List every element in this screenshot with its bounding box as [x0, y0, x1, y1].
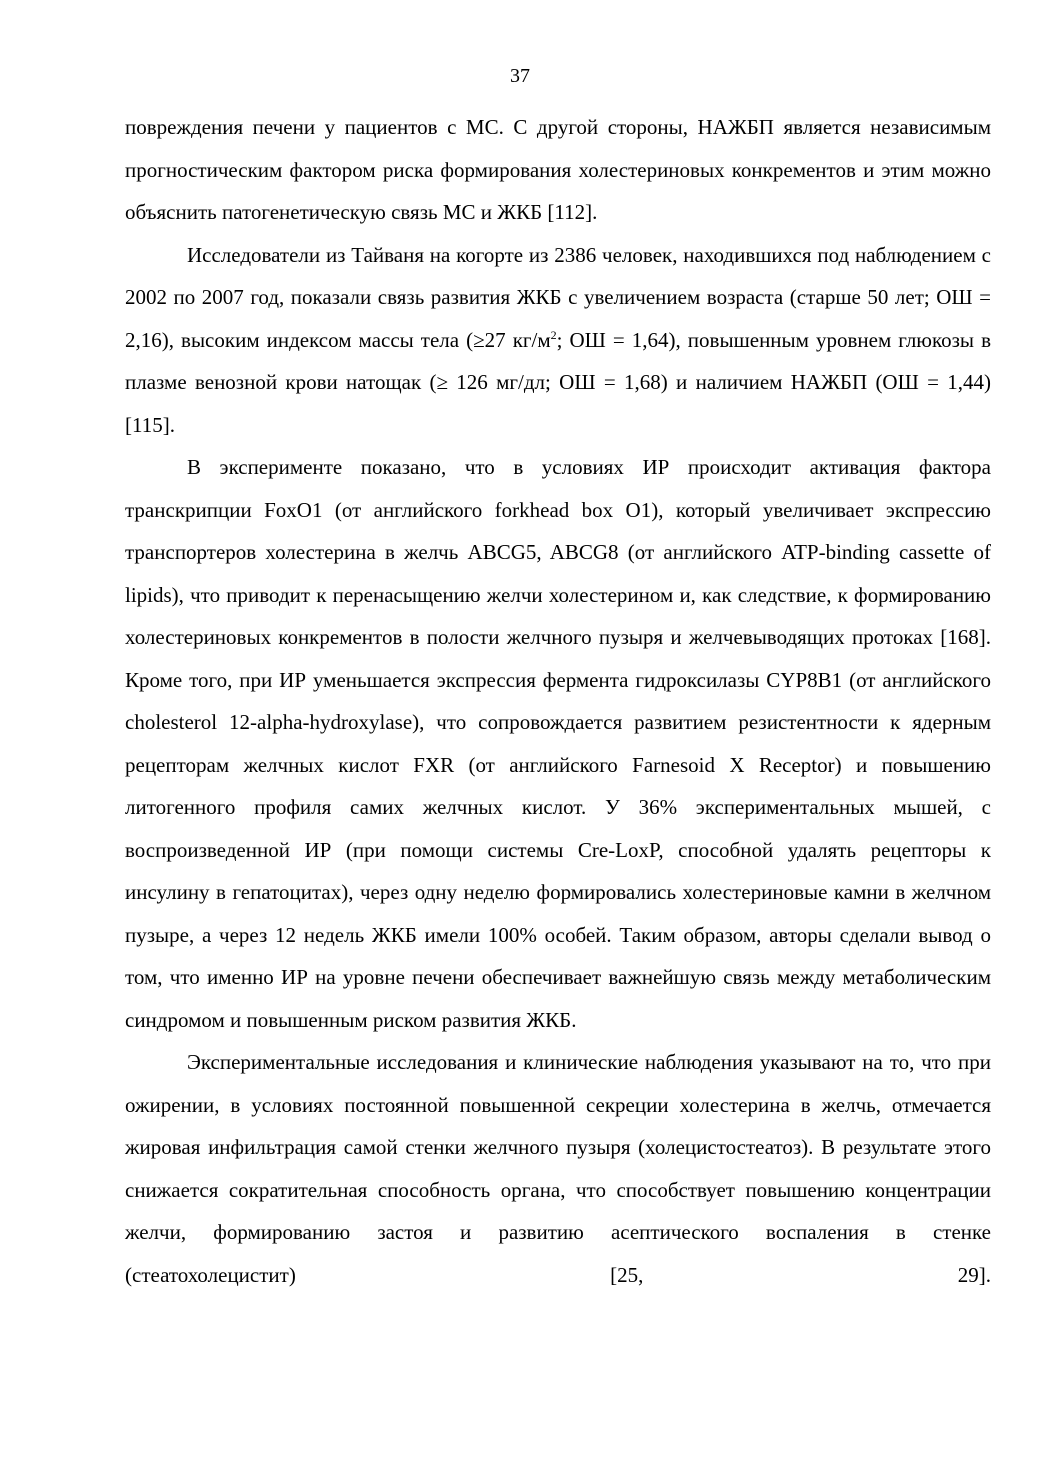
paragraph-4: Экспериментальные исследования и клинические наблюдения указывают на то, что при ожирении, в условиях постоянной повышенной секреции холестерина в желчь, отмечается жировая инфильтрация самой стенки желчного пузыря (холецистостеатоз). В результате этого снижается сократительная способность органа, что способствует повышению концентрации желчи, формированию застоя и развитию асептического воспаления в стенке (стеатохолецистит) [25, 29]. — [125, 1050, 991, 1287]
paragraph-1: повреждения печени у пациентов с МС. С другой стороны, НАЖБП является независимым прогностическим фактором риска формирования холестериновых конкрементов и этим можно объяснить патогенетическую связь МС и ЖКБ [112]. — [125, 115, 991, 224]
paragraph-2-text-a: Исследователи из Тайваня на когорте из 2386 человек, находившихся под наблюдением с 2002 по 2007 год, показали связь развития ЖКБ с увеличением возраста (старше 50 лет; ОШ = 2,16), высоким индексом массы тела (≥27 кг/м — [125, 242, 991, 352]
page-number: 37 — [510, 65, 530, 87]
paragraph-3: В эксперименте показано, что в условиях ИР происходит активация фактора транскрипции FoxO1 (от английского forkhead box O1), который увеличивает экспрессию транспортеров холестерина в желчь ABCG5, ABCG8 (от английского ATP-binding cassette of lipids), что приводит к перенасыщению желчи холестерином и, как следствие, к формированию холестериновых конкрементов в полости желчного пузыря и желчевыводящих протоках [168]. Кроме того, при ИР уменьшается экспрессия фермента гидроксилазы CYP8B1 (от английского cholesterol 12-alpha-hydroxylase), что сопровождается развитием резистентности к ядерным рецепторам желчных кислот FXR (от английского Farnesoid X Receptor) и повышению литогенного профиля самих желчных кислот. У 36% экспериментальных мышей, с воспроизведенной ИР (при помощи системы Cre-LoxP, способной удалять рецепторы к инсулину в гепатоцитах), через одну неделю формировались холестериновые камни в желчном пузыре, а через 12 недель ЖКБ имели 100% особей. Таким образом, авторы сделали вывод о том, что именно ИР на уровне печени обеспечивает важнейшую связь между метаболическим синдромом и повышенным риском развития ЖКБ. — [125, 455, 991, 1032]
paragraph-2-text-b: ; ОШ = 1,64), повышенным уровнем глюкозы в плазме венозной крови натощак (≥ 126 мг/дл; ОШ = 1,68) и наличием НАЖБП (ОШ = 1,44) [115]. — [125, 327, 991, 437]
body-text — [125, 106, 991, 1296]
superscript-2: 2 — [550, 327, 557, 342]
paragraph-2 — [125, 234, 991, 447]
